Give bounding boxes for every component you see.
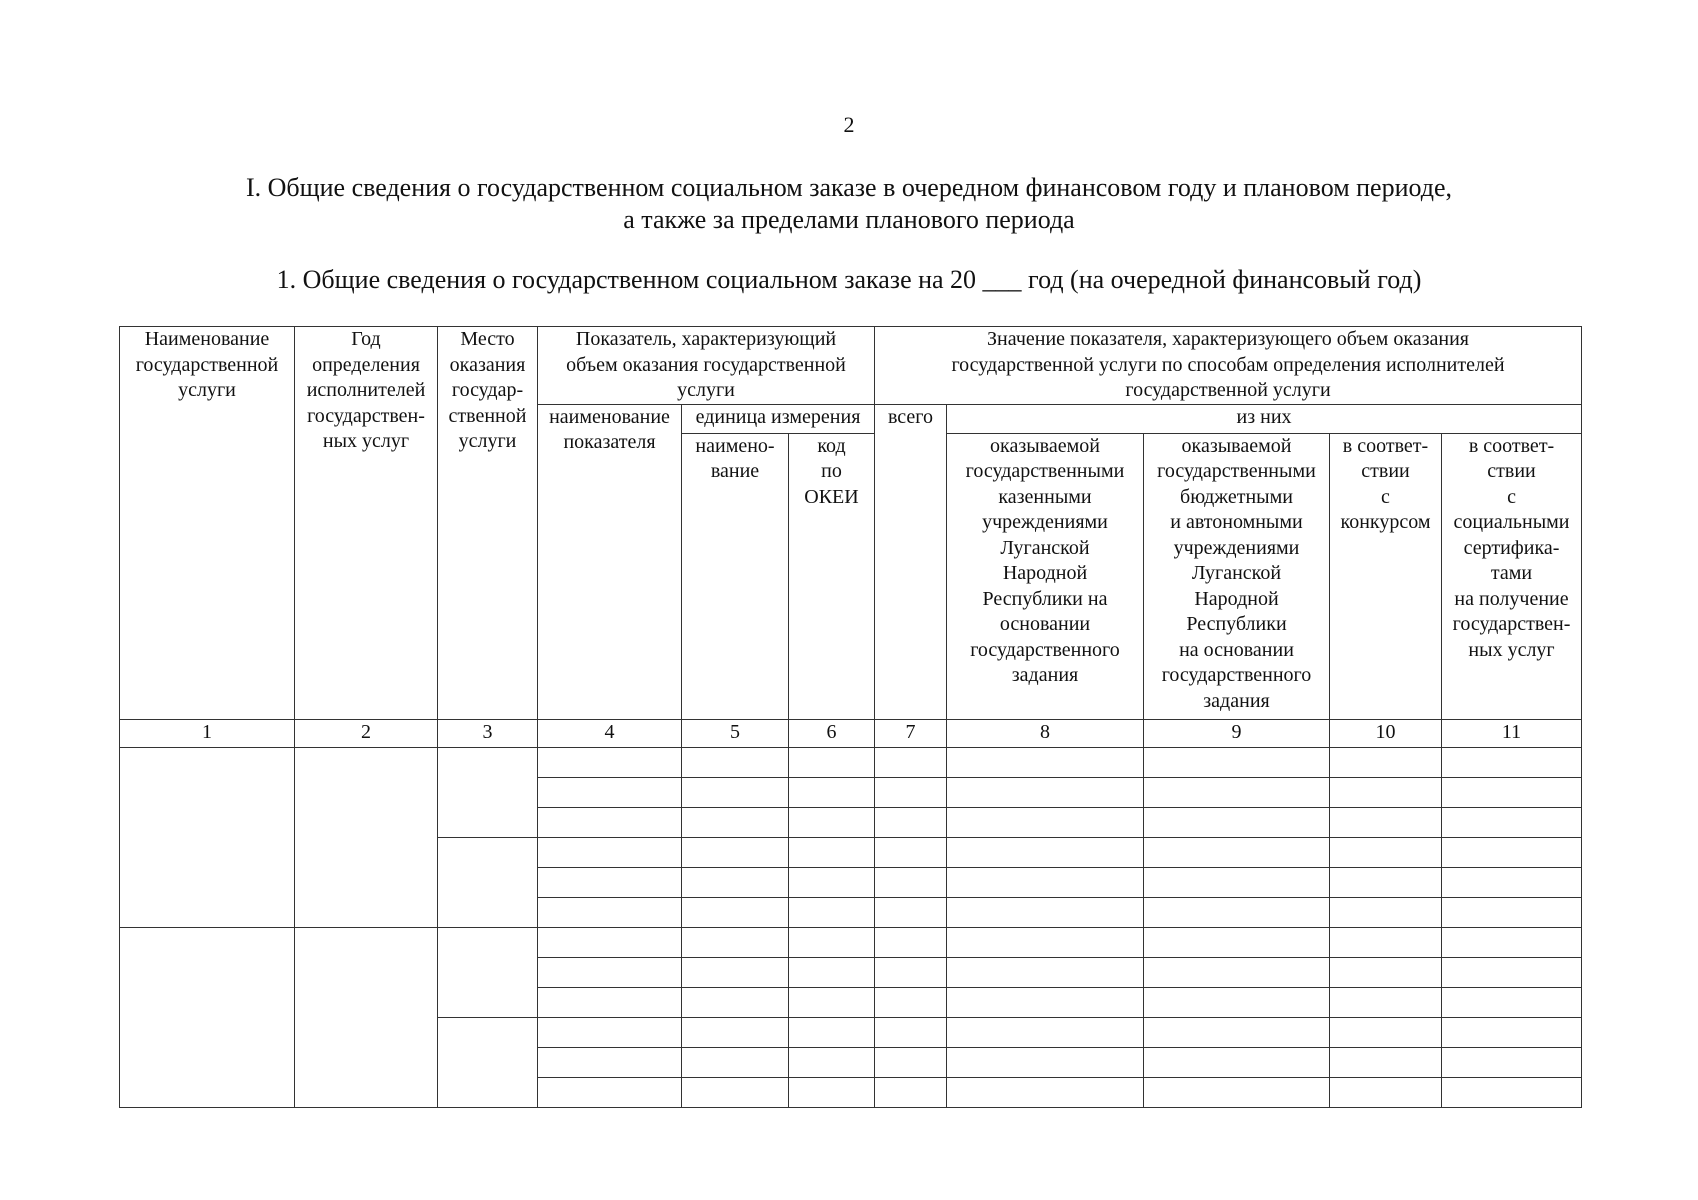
place-cell[interactable]: [438, 927, 538, 1017]
unit-name-cell[interactable]: [682, 957, 789, 987]
by-competition-cell[interactable]: [1330, 837, 1442, 867]
by-certificates-cell[interactable]: [1442, 777, 1582, 807]
unit-name-cell[interactable]: [682, 927, 789, 957]
unit-name-cell[interactable]: [682, 1047, 789, 1077]
by-certificates-cell[interactable]: [1442, 837, 1582, 867]
indicator-name-cell[interactable]: [538, 957, 682, 987]
by-competition-cell[interactable]: [1330, 867, 1442, 897]
state-owned-cell[interactable]: [947, 987, 1144, 1017]
column-number: 11: [1442, 719, 1582, 747]
budget-autonomous-cell[interactable]: [1144, 837, 1330, 867]
unit-code-cell[interactable]: [789, 1047, 875, 1077]
budget-autonomous-cell[interactable]: [1144, 1017, 1330, 1047]
unit-name-cell[interactable]: [682, 747, 789, 777]
column-number: 3: [438, 719, 538, 747]
service-name-cell[interactable]: [120, 927, 295, 1107]
by-competition-cell[interactable]: [1330, 927, 1442, 957]
header-by-certificates: в соответ- ствии с социальными сертифика- тами на получение государствен- ных услуг: [1442, 433, 1582, 719]
by-competition-cell[interactable]: [1330, 987, 1442, 1017]
unit-code-cell[interactable]: [789, 867, 875, 897]
state-owned-cell[interactable]: [947, 747, 1144, 777]
total-cell[interactable]: [875, 777, 947, 807]
by-certificates-cell[interactable]: [1442, 747, 1582, 777]
indicator-name-cell[interactable]: [538, 1077, 682, 1107]
column-number: 5: [682, 719, 789, 747]
budget-autonomous-cell[interactable]: [1144, 747, 1330, 777]
indicator-name-cell[interactable]: [538, 987, 682, 1017]
by-certificates-cell[interactable]: [1442, 957, 1582, 987]
unit-name-cell[interactable]: [682, 807, 789, 837]
header-service-name: Наименование государственной услуги: [120, 327, 295, 720]
budget-autonomous-cell[interactable]: [1144, 807, 1330, 837]
unit-name-cell[interactable]: [682, 837, 789, 867]
header-value-group: Значение показателя, характеризующего объем оказания государственной услуги по способам определения исполнителей государственной услуги: [875, 327, 1582, 405]
state-owned-cell[interactable]: [947, 897, 1144, 927]
by-competition-cell[interactable]: [1330, 777, 1442, 807]
total-cell[interactable]: [875, 807, 947, 837]
header-by-competition: в соответ- ствии с конкурсом: [1330, 433, 1442, 719]
column-number: 9: [1144, 719, 1330, 747]
state-owned-cell[interactable]: [947, 777, 1144, 807]
by-competition-cell[interactable]: [1330, 1077, 1442, 1107]
column-number: 2: [295, 719, 438, 747]
by-competition-cell[interactable]: [1330, 1047, 1442, 1077]
column-number: 8: [947, 719, 1144, 747]
unit-name-cell[interactable]: [682, 777, 789, 807]
year-cell[interactable]: [295, 927, 438, 1107]
by-competition-cell[interactable]: [1330, 957, 1442, 987]
indicator-name-cell[interactable]: [538, 837, 682, 867]
unit-name-cell[interactable]: [682, 897, 789, 927]
column-number-row: [120, 719, 1582, 747]
total-cell[interactable]: [875, 897, 947, 927]
budget-autonomous-cell[interactable]: [1144, 1047, 1330, 1077]
by-certificates-cell[interactable]: [1442, 897, 1582, 927]
total-cell[interactable]: [875, 747, 947, 777]
by-competition-cell[interactable]: [1330, 807, 1442, 837]
table-row: [120, 927, 1582, 957]
indicator-name-cell[interactable]: [538, 777, 682, 807]
total-cell[interactable]: [875, 987, 947, 1017]
header-budget-autonomous: оказываемой государственными бюджетными и автономными учреждениями Луганской Народной Республики на основании государственного задания: [1144, 433, 1330, 719]
by-certificates-cell[interactable]: [1442, 927, 1582, 957]
unit-code-cell[interactable]: [789, 837, 875, 867]
header-year: Год определения исполнителей государствен- ных услуг: [295, 327, 438, 720]
by-certificates-cell[interactable]: [1442, 987, 1582, 1017]
place-cell[interactable]: [438, 1017, 538, 1107]
column-number: 1: [120, 719, 295, 747]
state-owned-cell[interactable]: [947, 867, 1144, 897]
unit-name-cell[interactable]: [682, 867, 789, 897]
unit-code-cell[interactable]: [789, 1017, 875, 1047]
budget-autonomous-cell[interactable]: [1144, 897, 1330, 927]
table-row: [120, 747, 1582, 777]
unit-code-cell[interactable]: [789, 927, 875, 957]
unit-code-cell[interactable]: [789, 987, 875, 1017]
budget-autonomous-cell[interactable]: [1144, 777, 1330, 807]
indicator-name-cell[interactable]: [538, 927, 682, 957]
header-unit-code: код по ОКЕИ: [789, 433, 875, 719]
header-of-which: из них: [947, 404, 1582, 433]
header-indicator-group: Показатель, характеризующий объем оказания государственной услуги: [538, 327, 875, 405]
indicator-name-cell[interactable]: [538, 807, 682, 837]
unit-code-cell[interactable]: [789, 747, 875, 777]
section-heading-line-1: I. Общие сведения о государственном социальном заказе в очередном финансовом году и плановом периоде,: [245, 173, 1453, 202]
unit-name-cell[interactable]: [682, 1017, 789, 1047]
budget-autonomous-cell[interactable]: [1144, 1077, 1330, 1107]
total-cell[interactable]: [875, 1047, 947, 1077]
state-owned-cell[interactable]: [947, 837, 1144, 867]
total-cell[interactable]: [875, 1017, 947, 1047]
header-unit-group: единица измерения: [682, 404, 875, 433]
column-number: 7: [875, 719, 947, 747]
unit-name-cell[interactable]: [682, 987, 789, 1017]
indicator-name-cell[interactable]: [538, 1017, 682, 1047]
by-competition-cell[interactable]: [1330, 1017, 1442, 1047]
header-total: всего: [875, 404, 947, 719]
section-heading-line-2: а также за пределами планового периода: [623, 205, 1075, 234]
table-header-row-1: [120, 327, 1582, 405]
indicator-name-cell[interactable]: [538, 747, 682, 777]
header-indicator-name: наименование показателя: [538, 404, 682, 719]
by-certificates-cell[interactable]: [1442, 807, 1582, 837]
by-competition-cell[interactable]: [1330, 897, 1442, 927]
header-state-owned: оказываемой государственными казенными учреждениями Луганской Народной Республики на основании государственного задания: [947, 433, 1144, 719]
unit-code-cell[interactable]: [789, 957, 875, 987]
subsection-heading: 1. Общие сведения о государственном социальном заказе на 20 ___ год (на очередной финансовый год): [276, 265, 1422, 294]
column-number: 6: [789, 719, 875, 747]
budget-autonomous-cell[interactable]: [1144, 867, 1330, 897]
service-name-cell[interactable]: [120, 747, 295, 927]
state-owned-cell[interactable]: [947, 927, 1144, 957]
unit-name-cell[interactable]: [682, 1077, 789, 1107]
by-certificates-cell[interactable]: [1442, 1017, 1582, 1047]
year-cell[interactable]: [295, 747, 438, 927]
budget-autonomous-cell[interactable]: [1144, 927, 1330, 957]
column-number: 4: [538, 719, 682, 747]
section-heading: [0, 172, 1698, 236]
social-order-table: [119, 326, 1582, 1108]
indicator-name-cell[interactable]: [538, 897, 682, 927]
budget-autonomous-cell[interactable]: [1144, 987, 1330, 1017]
state-owned-cell[interactable]: [947, 1017, 1144, 1047]
state-owned-cell[interactable]: [947, 807, 1144, 837]
total-cell[interactable]: [875, 837, 947, 867]
unit-code-cell[interactable]: [789, 807, 875, 837]
total-cell[interactable]: [875, 927, 947, 957]
unit-code-cell[interactable]: [789, 777, 875, 807]
page-number: 2: [843, 112, 855, 137]
indicator-name-cell[interactable]: [538, 1047, 682, 1077]
state-owned-cell[interactable]: [947, 957, 1144, 987]
by-certificates-cell[interactable]: [1442, 1077, 1582, 1107]
place-cell[interactable]: [438, 747, 538, 837]
state-owned-cell[interactable]: [947, 1077, 1144, 1107]
indicator-name-cell[interactable]: [538, 867, 682, 897]
place-cell[interactable]: [438, 837, 538, 927]
by-certificates-cell[interactable]: [1442, 1047, 1582, 1077]
column-number: 10: [1330, 719, 1442, 747]
header-place: Место оказания государ- ственной услуги: [438, 327, 538, 720]
by-competition-cell[interactable]: [1330, 747, 1442, 777]
state-owned-cell[interactable]: [947, 1047, 1144, 1077]
total-cell[interactable]: [875, 1077, 947, 1107]
header-unit-name: наимено- вание: [682, 433, 789, 719]
unit-code-cell[interactable]: [789, 897, 875, 927]
by-certificates-cell[interactable]: [1442, 867, 1582, 897]
total-cell[interactable]: [875, 867, 947, 897]
budget-autonomous-cell[interactable]: [1144, 957, 1330, 987]
unit-code-cell[interactable]: [789, 1077, 875, 1107]
total-cell[interactable]: [875, 957, 947, 987]
